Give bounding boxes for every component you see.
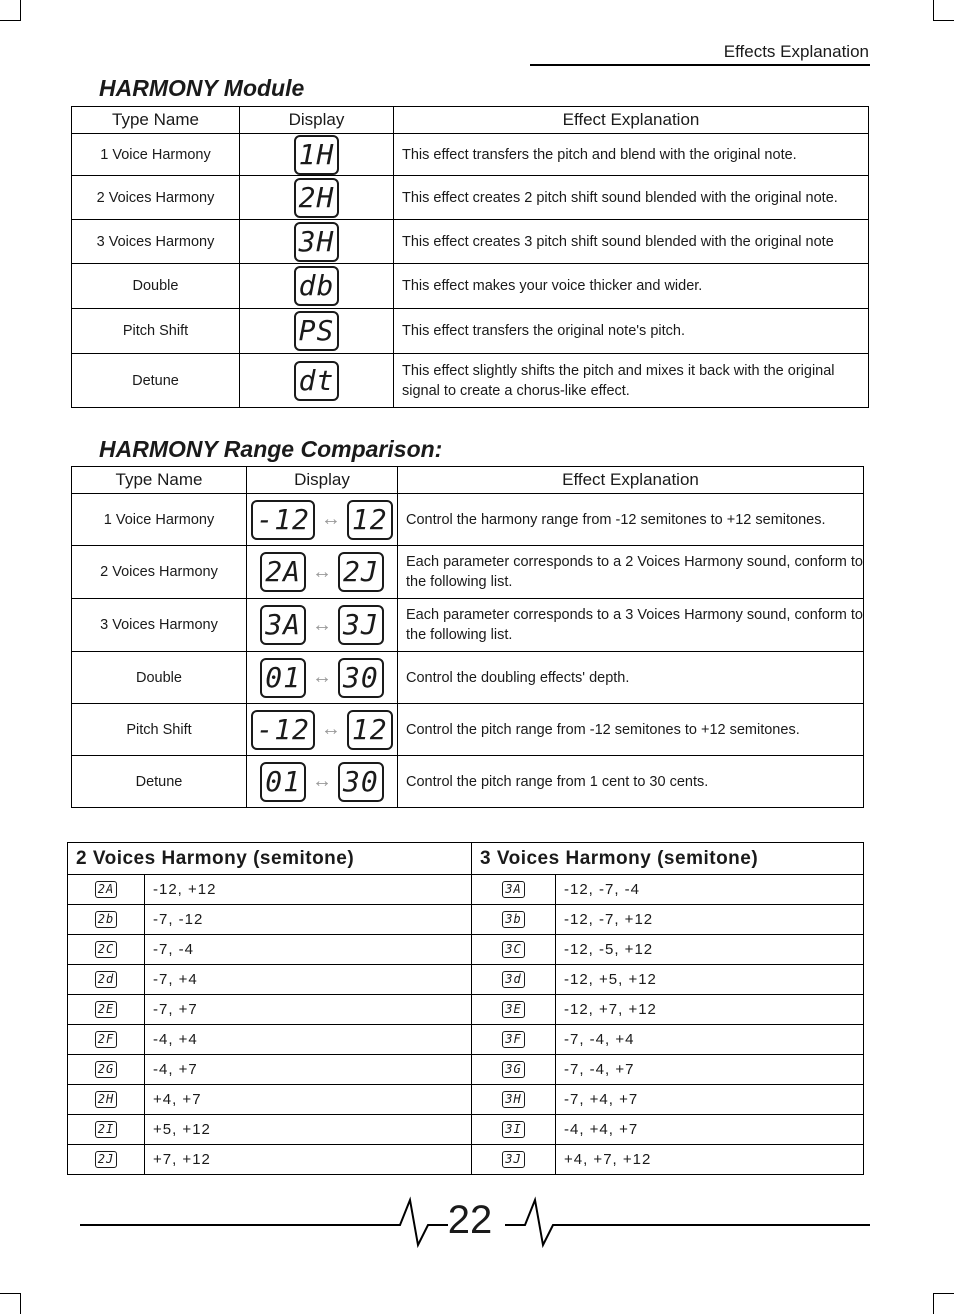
table-row: [72, 704, 864, 756]
three-voices-semitones: -12, +7, +12: [556, 995, 864, 1025]
two-voices-code-cell: [68, 935, 145, 965]
type-name: Detune: [72, 756, 247, 808]
display-range-cell: [247, 494, 398, 546]
table-row: [72, 354, 869, 408]
table-row: [68, 875, 864, 905]
two-voices-semitones: +4, +7: [145, 1085, 472, 1115]
effect-description: This effect creates 3 pitch shift sound blended with the original note: [394, 220, 869, 264]
two-voices-code-cell: [68, 1055, 145, 1085]
lcd-code: 2A: [95, 881, 117, 898]
two-voices-semitones: -4, +7: [145, 1055, 472, 1085]
two-voices-semitones: -12, +12: [145, 875, 472, 905]
type-name: Pitch Shift: [72, 309, 240, 354]
type-name: Double: [72, 652, 247, 704]
lcd-display-to: 30: [338, 658, 384, 698]
table-row: [68, 905, 864, 935]
type-name: Pitch Shift: [72, 704, 247, 756]
lcd-display-to: 12: [347, 500, 393, 540]
type-name: 2 Voices Harmony: [72, 176, 240, 220]
lcd-code: 2J: [95, 1151, 117, 1168]
two-voices-code-cell: [68, 965, 145, 995]
two-voices-code-cell: [68, 1085, 145, 1115]
lcd-display: 3H: [294, 222, 340, 262]
display-range-cell: [247, 756, 398, 808]
display-range-cell: [247, 704, 398, 756]
display-range-cell: [247, 652, 398, 704]
three-voices-code-cell: [472, 905, 556, 935]
three-voices-code-cell: [472, 1055, 556, 1085]
lcd-code: 3F: [502, 1031, 524, 1048]
module-section-title: HARMONY Module: [99, 75, 305, 101]
display-range-cell: [247, 546, 398, 599]
three-voices-code-cell: [472, 1115, 556, 1145]
table-row: [72, 494, 864, 546]
lcd-display-from: 3A: [260, 605, 306, 645]
table-row: [72, 264, 869, 309]
lcd-code: 2d: [95, 971, 117, 988]
two-voices-semitones: +5, +12: [145, 1115, 472, 1145]
effect-description: This effect slightly shifts the pitch and mixes it back with the original signal to create a chorus-like effect.: [394, 354, 869, 408]
table-row: [68, 1115, 864, 1145]
three-voices-semitones: -12, +5, +12: [556, 965, 864, 995]
header-rule: [530, 64, 870, 66]
lcd-code: 2b: [95, 911, 117, 928]
lcd-code: 2F: [95, 1031, 117, 1048]
two-voices-code-cell: [68, 905, 145, 935]
double-arrow-icon: ↔: [320, 508, 341, 530]
lcd-code: 3G: [502, 1061, 524, 1078]
running-header: Effects Explanation: [723, 42, 869, 61]
lcd-code: 3b: [502, 911, 524, 928]
effect-description: Control the pitch range from -12 semitones to +12 semitones.: [398, 704, 864, 756]
two-voices-code-cell: [68, 995, 145, 1025]
lcd-display-to: 3J: [338, 605, 384, 645]
double-arrow-icon: ↔: [312, 770, 332, 792]
type-name: Detune: [72, 354, 240, 408]
lcd-display-from: 2A: [260, 552, 306, 592]
table-row: [72, 309, 869, 354]
lcd-display-to: 12: [347, 710, 393, 750]
display-range-cell: [247, 599, 398, 652]
column-header-type-name: Type Name: [72, 467, 247, 494]
three-voices-code-cell: [472, 1085, 556, 1115]
range-table: [71, 466, 864, 808]
effect-description: Each parameter corresponds to a 3 Voices Harmony sound, conform to the following list.: [398, 599, 864, 652]
lcd-display: 1H: [294, 135, 340, 175]
column-header-effect-explanation: Effect Explanation: [394, 107, 869, 134]
double-arrow-icon: ↔: [312, 560, 332, 583]
effect-description: This effect makes your voice thicker and wider.: [394, 264, 869, 309]
effect-description: This effect transfers the original note's pitch.: [394, 309, 869, 354]
three-voices-semitones: -7, -4, +4: [556, 1025, 864, 1055]
table-row: [72, 756, 864, 808]
lcd-display: db: [294, 266, 340, 306]
module-table: [71, 106, 869, 408]
semitone-table-header: [68, 843, 864, 875]
lcd-code: 2H: [95, 1091, 117, 1108]
two-voices-semitones: -7, -12: [145, 905, 472, 935]
three-voices-semitones: -7, +4, +7: [556, 1085, 864, 1115]
column-header-effect-explanation: Effect Explanation: [398, 467, 864, 494]
lcd-code: 3C: [502, 941, 524, 958]
lcd-code: 3J: [502, 1151, 524, 1168]
lcd-display-from: -12: [251, 500, 315, 540]
effect-description: Control the pitch range from 1 cent to 30 cents.: [398, 756, 864, 808]
type-name: 1 Voice Harmony: [72, 494, 247, 546]
semitone-table: [67, 842, 864, 1175]
effect-description: Control the harmony range from -12 semitones to +12 semitones.: [398, 494, 864, 546]
table-row: [72, 652, 864, 704]
type-name: 2 Voices Harmony: [72, 546, 247, 599]
lcd-code: 2G: [95, 1061, 117, 1078]
lcd-code: 3H: [502, 1091, 524, 1108]
lcd-display: 2H: [294, 178, 340, 218]
effect-description: This effect transfers the pitch and blend with the original note.: [394, 134, 869, 176]
table-row: [72, 220, 869, 264]
display-cell: [240, 134, 394, 176]
column-header-type-name: Type Name: [72, 107, 240, 134]
table-row: [68, 1025, 864, 1055]
crop-mark-top-left: [0, 0, 21, 21]
three-voices-code-cell: [472, 965, 556, 995]
table-row: [68, 995, 864, 1025]
lcd-code: 3E: [502, 1001, 524, 1018]
lcd-display-to: 30: [338, 762, 384, 802]
type-name: 3 Voices Harmony: [72, 599, 247, 652]
table-row: [72, 546, 864, 599]
three-voices-code-cell: [472, 995, 556, 1025]
three-voices-semitones: -12, -7, -4: [556, 875, 864, 905]
lcd-display: PS: [294, 311, 340, 351]
double-arrow-icon: ↔: [320, 718, 341, 740]
three-voices-code-cell: [472, 935, 556, 965]
two-voices-semitones: -4, +4: [145, 1025, 472, 1055]
two-voices-semitones: -7, +4: [145, 965, 472, 995]
range-section-title: HARMONY Range Comparison:: [99, 436, 443, 462]
effect-description: This effect creates 2 pitch shift sound blended with the original note.: [394, 176, 869, 220]
double-arrow-icon: ↔: [312, 666, 332, 688]
two-voices-semitones: -7, +7: [145, 995, 472, 1025]
lcd-display-from: -12: [251, 710, 315, 750]
table-row: [68, 965, 864, 995]
three-voices-header: 3 Voices Harmony (semitone): [472, 843, 864, 875]
lcd-display-to: 2J: [338, 552, 384, 592]
table-row: [68, 1145, 864, 1175]
three-voices-semitones: -12, -5, +12: [556, 935, 864, 965]
two-voices-semitones: +7, +12: [145, 1145, 472, 1175]
three-voices-semitones: +4, +7, +12: [556, 1145, 864, 1175]
lcd-code: 3I: [502, 1121, 524, 1138]
three-voices-code-cell: [472, 1025, 556, 1055]
table-row: [68, 1055, 864, 1085]
crop-mark-top-right: [933, 0, 954, 21]
lcd-code: 2I: [95, 1121, 117, 1138]
crop-mark-bottom-right: [933, 1293, 954, 1314]
double-arrow-icon: ↔: [312, 613, 332, 636]
column-header-display: Display: [240, 107, 394, 134]
table-row: [68, 1085, 864, 1115]
lcd-display-from: 01: [260, 762, 306, 802]
two-voices-code-cell: [68, 1115, 145, 1145]
table-row: [72, 134, 869, 176]
two-voices-code-cell: [68, 1145, 145, 1175]
effect-description: Each parameter corresponds to a 2 Voices Harmony sound, conform to the following list.: [398, 546, 864, 599]
two-voices-code-cell: [68, 1025, 145, 1055]
display-cell: [240, 176, 394, 220]
column-header-display: Display: [247, 467, 398, 494]
display-cell: [240, 220, 394, 264]
lcd-code: 3d: [502, 971, 524, 988]
three-voices-semitones: -4, +4, +7: [556, 1115, 864, 1145]
type-name: 1 Voice Harmony: [72, 134, 240, 176]
table-row: [72, 176, 869, 220]
lcd-code: 2C: [95, 941, 117, 958]
display-cell: [240, 354, 394, 408]
lcd-code: 2E: [95, 1001, 117, 1018]
two-voices-semitones: -7, -4: [145, 935, 472, 965]
type-name: Double: [72, 264, 240, 309]
table-row: [72, 599, 864, 652]
module-table-header: [72, 107, 869, 134]
three-voices-semitones: -12, -7, +12: [556, 905, 864, 935]
effect-description: Control the doubling effects' depth.: [398, 652, 864, 704]
lcd-display-from: 01: [260, 658, 306, 698]
page-number: 22: [447, 1198, 493, 1242]
display-cell: [240, 264, 394, 309]
type-name: 3 Voices Harmony: [72, 220, 240, 264]
three-voices-semitones: -7, -4, +7: [556, 1055, 864, 1085]
display-cell: [240, 309, 394, 354]
three-voices-code-cell: [472, 1145, 556, 1175]
lcd-display: dt: [294, 361, 340, 401]
three-voices-code-cell: [472, 875, 556, 905]
range-table-header: [72, 467, 864, 494]
two-voices-header: 2 Voices Harmony (semitone): [68, 843, 472, 875]
lcd-code: 3A: [502, 881, 524, 898]
two-voices-code-cell: [68, 875, 145, 905]
crop-mark-bottom-left: [0, 1293, 21, 1314]
table-row: [68, 935, 864, 965]
